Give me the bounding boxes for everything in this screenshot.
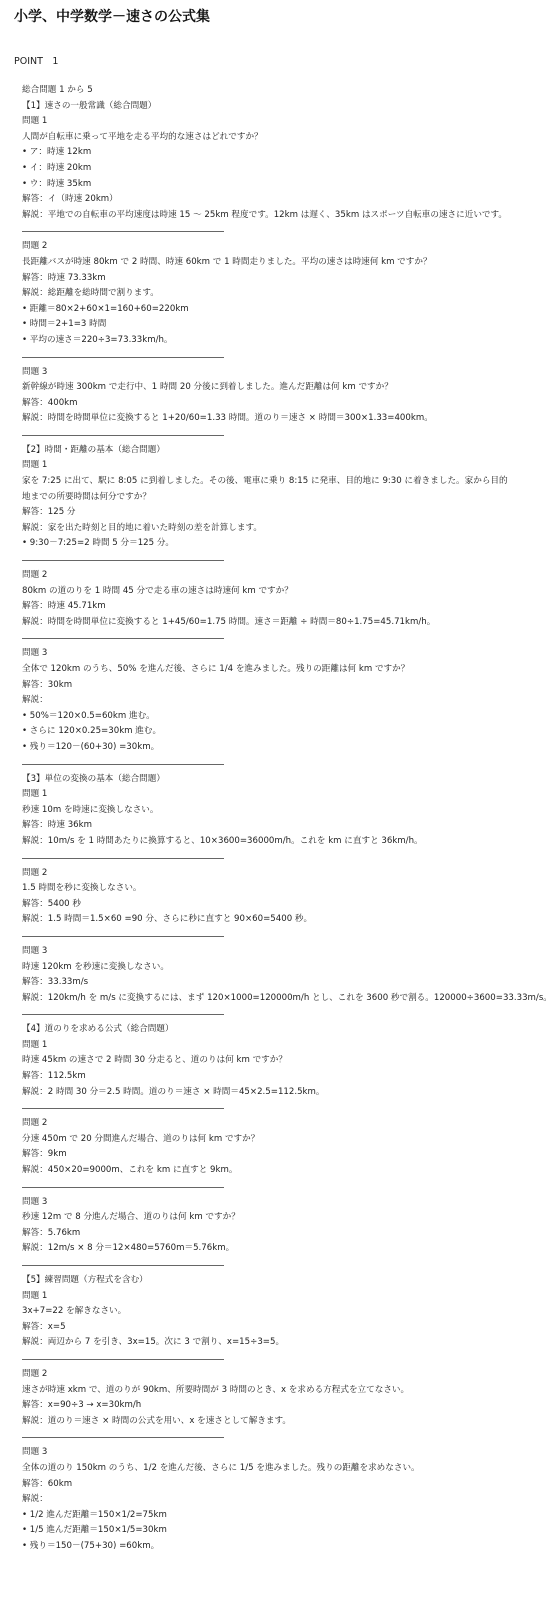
problem-text: 時速 45km の速さで 2 時間 30 分走ると、道のりは何 km ですか？: [22, 1055, 287, 1066]
problem-text: 解答：125 分: [22, 507, 76, 518]
divider: [22, 764, 224, 765]
divider: [22, 1187, 224, 1188]
problem-text: 解答：5400 秒: [22, 898, 81, 909]
section: [22, 443, 542, 765]
problem-text: 解答：時速 36km: [22, 820, 92, 831]
problem-block: [22, 1195, 542, 1257]
problem-text: 解説：10m/s を 1 時間あたりに換算すると、10×3600=36000m/h。これを km に直すと 36km/h。: [22, 835, 423, 846]
problem-text: 全体で 120km のうち、50% を進んだ後、さらに 1/4 を進みました。残りの距離は何 km ですか？: [22, 664, 410, 674]
section-intro: 総合問題 1 から 5: [22, 85, 93, 95]
divider: [22, 1265, 224, 1266]
section-heading: 【4】道のりを求める公式（総合問題）: [22, 1024, 174, 1035]
page-title: 小学、中学数学－速さの公式集: [14, 9, 210, 25]
section: [22, 83, 542, 436]
problem-text: 全体の道のり 150km のうち、1/2 を進んだ後、さらに 1/5 を進みました。残りの距離を求めなさい。: [22, 1462, 420, 1473]
problem-block: [22, 1289, 542, 1351]
divider: [22, 1108, 224, 1109]
divider: [22, 231, 224, 232]
problem-text: 解説：12m/s × 8 分＝12×480=5760m＝5.76km。: [22, 1243, 235, 1254]
problem-text: 家を 7:25 に出て、駅に 8:05 に到着しました。その後、電車に乗り 8:15 に発車、目的地に 9:30 に着きました。家から目的: [22, 476, 508, 487]
problem-number: 問題 3: [22, 1447, 48, 1458]
section-heading: 【3】単位の変換の基本（総合問題）: [22, 773, 165, 784]
problem-text: 地までの所要時間は何分ですか？: [22, 491, 151, 502]
divider: [22, 638, 224, 639]
problem-text: • 時間＝2+1=3 時間: [22, 319, 107, 330]
problem-text: • さらに 120×0.25=30km 進む。: [22, 726, 162, 737]
problem-text: 解答：時速 73.33km: [22, 272, 106, 283]
problem-block: [22, 1038, 542, 1100]
divider: [22, 357, 224, 358]
problem-text: 解答：400km: [22, 397, 78, 408]
problem-number: 問題 3: [22, 945, 48, 956]
problem-text: 秒速 12m で 8 分進んだ場合、道のりは何 km ですか？: [22, 1212, 240, 1223]
problem-text: 解答：60km: [22, 1478, 73, 1489]
problem-text: 人間が自転車に乗って平地を走る平均的な速さはどれですか？: [22, 131, 263, 142]
divider: [22, 1014, 224, 1015]
problem-text: 解答：30km: [22, 679, 73, 690]
problem-text: • 1/2 進んだ距離＝150×1/2=75km: [22, 1509, 167, 1520]
problem-number: 問題 2: [22, 241, 48, 252]
problem-text: 解説：総距離を総時間で割ります。: [22, 288, 159, 299]
problem-text: 解説：家を出た時刻と目的地に着いた時刻の差を計算します。: [22, 522, 262, 533]
divider: [22, 435, 224, 436]
problem-text: 解答：イ（時速 20km）: [22, 194, 118, 205]
problem-text: 新幹線が時速 300km で走行中、1 時間 20 分後に到着しました。進んだ距離は何 km ですか？: [22, 382, 393, 393]
problem-block: [22, 114, 542, 223]
problem-block: [22, 1367, 542, 1429]
problem-text: 80km の道のりを 1 時間 45 分で走る車の速さは時速何 km ですか？: [22, 585, 293, 596]
problem-text: • ア：時速 12km: [22, 147, 92, 158]
problem-number: 問題 1: [22, 1039, 48, 1050]
problem-block: [22, 866, 542, 928]
problem-block: [22, 646, 542, 755]
problem-text: • ウ：時速 35km: [22, 178, 92, 189]
section: [22, 1022, 542, 1266]
problem-text: 時速 120km を秒速に変換しなさい。: [22, 961, 169, 972]
problem-text: • 平均の速さ＝220÷3=73.33km/h。: [22, 334, 173, 345]
problem-text: 長距離バスが時速 80km で 2 時間、時速 60km で 1 時間走りました。平均の速さは時速何 km ですか？: [22, 256, 432, 267]
problem-text: • イ：時速 20km: [22, 162, 92, 173]
problem-text: 1.5 時間を秒に変換しなさい。: [22, 883, 142, 894]
problem-block: [22, 944, 552, 1006]
problem-number: 問題 2: [22, 1368, 48, 1379]
problem-number: 問題 3: [22, 1196, 48, 1207]
problem-text: 解答：x=5: [22, 1321, 66, 1332]
problem-text: 解説：: [22, 1494, 48, 1505]
problem-text: 解答：5.76km: [22, 1227, 81, 1238]
problem-text: • 1/5 進んだ距離＝150×1/5=30km: [22, 1525, 167, 1536]
problem-block: [22, 365, 542, 427]
problem-block: [22, 1116, 542, 1178]
problem-text: 解説：: [22, 695, 48, 706]
divider: [22, 560, 224, 561]
problem-text: • 50%＝120×0.5=60km 進む。: [22, 710, 155, 721]
problem-text: 解説：2 時間 30 分＝2.5 時間。道のり＝速さ × 時間＝45×2.5=112.5km。: [22, 1086, 325, 1097]
problem-text: 分速 450m で 20 分間進んだ場合、道のりは何 km ですか？: [22, 1133, 260, 1144]
section: [22, 1273, 542, 1555]
problem-text: 解答：9km: [22, 1149, 67, 1160]
problem-number: 問題 2: [22, 570, 48, 581]
section-heading: 【1】速さの一般常識（総合問題）: [22, 100, 157, 111]
point-label: POINT 1: [14, 56, 59, 67]
problem-text: 解説：1.5 時間＝1.5×60 =90 分、さらに秒に直すと 90×60=5400 秒。: [22, 914, 313, 925]
problem-number: 問題 3: [22, 648, 48, 659]
problem-block: [22, 239, 542, 348]
problem-block: [22, 568, 542, 630]
problem-number: 問題 2: [22, 1118, 48, 1129]
problem-number: 問題 1: [22, 1290, 48, 1301]
problem-text: • 9:30－7:25=2 時間 5 分＝125 分。: [22, 538, 175, 549]
problem-block: [22, 458, 542, 552]
problem-text: 解説：時間を時間単位に変換すると 1+20/60=1.33 時間。道のり＝速さ × 時間＝300×1.33=400km。: [22, 413, 433, 424]
problem-text: 解答：x=90÷3 → x=30km/h: [22, 1400, 142, 1411]
problem-text: 解説：両辺から 7 を引き、3x=15。次に 3 で割り、x=15÷3=5。: [22, 1337, 285, 1348]
problem-block: [22, 787, 542, 849]
problem-text: 解説：450×20=9000m、これを km に直すと 9km。: [22, 1165, 238, 1176]
problem-number: 問題 1: [22, 460, 48, 471]
problem-text: 解説：平地での自転車の平均速度は時速 15 ～ 25km 程度です。12km は遅く、35km はスポーツ自転車の速さに近いです。: [22, 209, 508, 220]
problem-text: 解答：33.33m/s: [22, 977, 89, 988]
problem-text: 解答：時速 45.71km: [22, 601, 106, 612]
section: [22, 772, 552, 1016]
problem-number: 問題 2: [22, 867, 48, 878]
problem-number: 問題 1: [22, 789, 48, 800]
problem-text: 解説：120km/h を m/s に変換するには、まず 120×1000=120000m/h とし、これを 3600 秒で割る。120000÷3600=33.33m/s。: [22, 992, 552, 1003]
divider: [22, 936, 224, 937]
problem-text: • 距離＝80×2+60×1=160+60=220km: [22, 303, 189, 314]
problem-number: 問題 1: [22, 116, 48, 127]
divider: [22, 1437, 224, 1438]
problem-text: • 残り＝120－(60+30) =30km。: [22, 741, 160, 752]
document-body: [22, 83, 552, 1555]
problem-text: 解説：時間を時間単位に変換すると 1+45/60=1.75 時間。速さ＝距離 ÷ 時間＝80÷1.75=45.71km/h。: [22, 616, 436, 627]
problem-text: 秒速 10m を時速に変換しなさい。: [22, 804, 159, 815]
problem-text: 解答：112.5km: [22, 1071, 86, 1082]
problem-text: 3x+7=22 を解きなさい。: [22, 1306, 127, 1317]
divider: [22, 1359, 224, 1360]
section-heading: 【2】時間・距離の基本（総合問題）: [22, 444, 165, 455]
section-heading: 【5】練習問題（方程式を含む）: [22, 1275, 148, 1285]
problem-block: [22, 1445, 542, 1554]
problem-text: 速さが時速 xkm で、道のりが 90km、所要時間が 3 時間のとき、x を求める方程式を立てなさい。: [22, 1384, 410, 1395]
problem-text: • 残り＝150－(75+30) =60km。: [22, 1540, 160, 1551]
problem-number: 問題 3: [22, 366, 48, 377]
divider: [22, 858, 224, 859]
problem-text: 解説：道のり＝速さ × 時間の公式を用い、x を速さとして解きます。: [22, 1415, 292, 1426]
